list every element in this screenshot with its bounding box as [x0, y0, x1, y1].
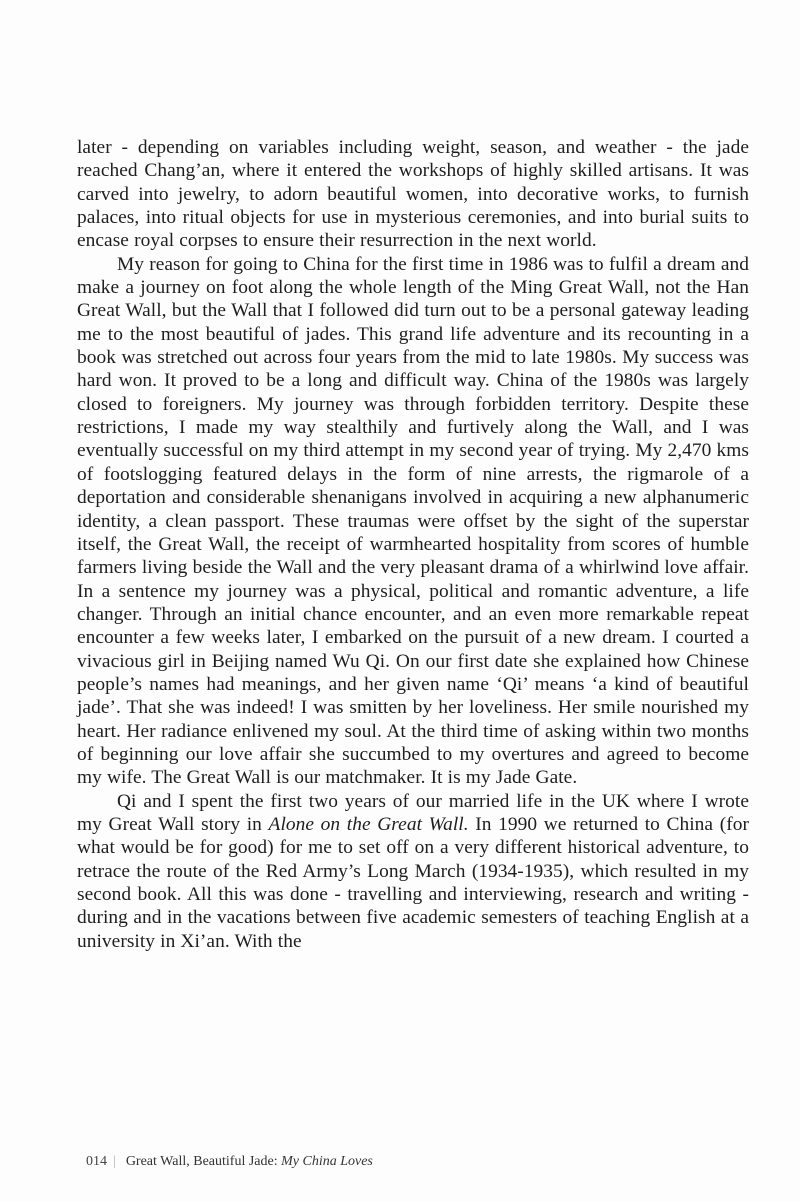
paragraph-3-text-end: In 1990 we returned to China (for what would be for good) for me to set off on a very different historical adventure, to retrace the route of the Red Army’s Long March (1934-1935), which resulted in my second book. All this was done - travelling and interviewing, research and writing - during and in the vacations between five academic semesters of teaching English at a university in Xi’an. With the: [77, 813, 749, 952]
footer-separator: |: [113, 1154, 116, 1169]
page-number: 014: [86, 1154, 107, 1169]
book-title-italic: Alone on the Great Wall.: [268, 813, 469, 835]
running-subtitle: My China Loves: [281, 1154, 373, 1169]
running-title: Great Wall, Beautiful Jade:: [125, 1154, 282, 1169]
paragraph-2-text: My reason for going to China for the first time in 1986 was to fulfil a dream and make a journey on foot along the whole length of the Ming Great Wall, not the Han Great Wall, but the Wall that I followed did turn out to be a personal gateway leading me to the most beautiful of jades. This grand life adventure and its recounting in a book was stretched out across four years from the mid to late 1980s. My success was hard won. It proved to be a long and difficult way. China of the 1980s was largely closed to foreigners. My journey was through forbidden territory. Despite these restrictions, I made my way stealthily and furtively along the Wall, and I was eventually successful on my third attempt in my second year of trying. My 2,470 kms of footslogging featured delays in the form of nine arrests, the rigmarole of a deportation and considerable shenanigans involved in acquiring a new alphanumeric identity, a clean passport. These traumas were offset by the sight of the superstar itself, the Great Wall, the receipt of warmhearted hospitality from scores of humble farmers living beside the Wall and the very pleasant drama of a whirlwind love affair. In a sentence my journey was a physical, political and romantic adventure, a life changer. Through an initial chance encounter, and an even more remarkable repeat encounter a few weeks later, I embarked on the pursuit of a new dream. I courted a vivacious girl in Beijing named Wu Qi. On our first date she explained how Chinese people’s names had meanings, and her given name ‘Qi’ means ‘a kind of beautiful jade’. That she was indeed! I was smitten by her loveliness. Her smile nourished my heart. Her radiance enlivened my soul. At the third time of asking within two months of beginning our love affair she succumbed to my overtures and agreed to become my wife. The Great Wall is our matchmaker. It is my Jade Gate.: [77, 253, 749, 789]
paragraph-1: [77, 136, 749, 253]
paragraph-2: [77, 253, 749, 790]
paragraph-3: [77, 790, 749, 953]
page-footer: [86, 1154, 373, 1170]
paragraph-3-text-start: Qi and I spent the first two years of our married life in the UK where I wrote my Great Wall story in: [77, 790, 749, 835]
paragraph-1-text: later - depending on variables including weight, season, and weather - the jade reached Chang’an, where it entered the workshops of highly skilled artisans. It was carved into jewelry, to adorn beautiful women, into decorative works, to furnish palaces, into ritual objects for use in mysterious ceremonies, and into burial suits to encase royal corpses to ensure their resurrection in the next world.: [77, 137, 749, 252]
body-text: [77, 136, 749, 953]
